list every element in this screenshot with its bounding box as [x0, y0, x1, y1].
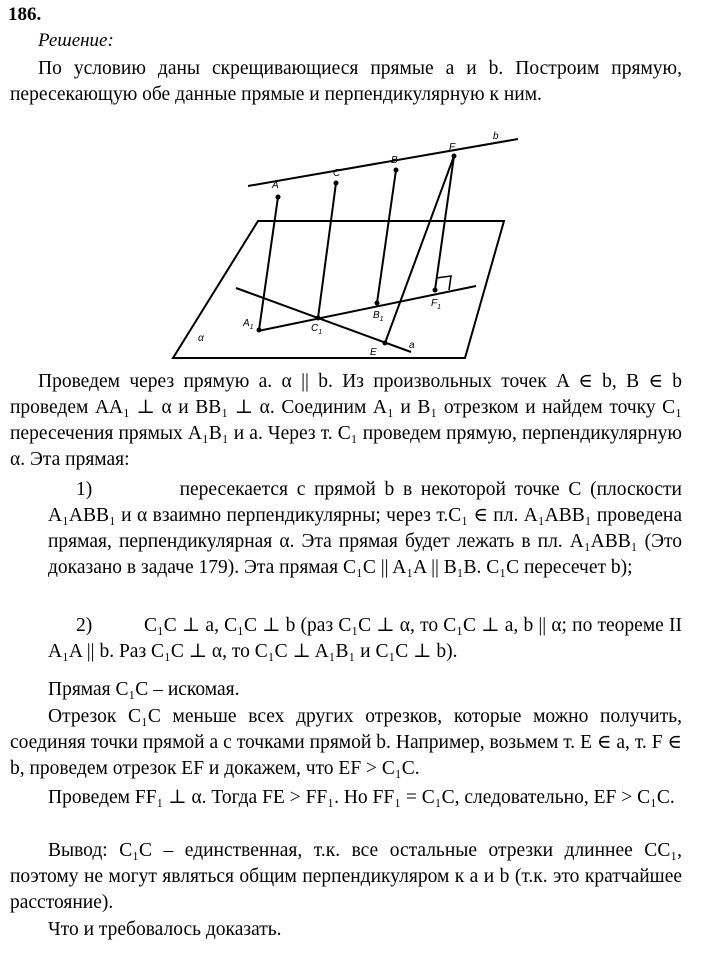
right-angle-mark [436, 276, 451, 290]
geometry-figure [168, 128, 538, 363]
paragraph-shortest: Отрезок C₁C меньше всех других отрезков, которые можно получить, соединяя точки прямой a с точками прямой b. Например, возьмем т. E ∈ a, т. F ∈ b, проведем отрезок EF и докажем, что EF > C₁C. [10, 706, 682, 779]
point-A [276, 195, 281, 200]
label-a: a [409, 340, 415, 351]
paragraph-comparison: Проведем FF₁ ⊥ α. Тогда FE > FF₁. Но FF₁ = C₁C, следовательно, EF > C₁C. [48, 787, 675, 808]
segment-ff1 [435, 156, 454, 290]
paragraph-item-2: 2) C₁C ⊥ a, C₁C ⊥ b (раз C₁C ⊥ α, то C₁C ⊥ a, b || α; по теореме II A₁A || b. Раз C₁C ⊥ α, то C₁C ⊥ A₁B₁ и C₁C ⊥ b). [48, 615, 686, 662]
point-B [394, 168, 399, 173]
solution-heading: Решение: [38, 30, 114, 51]
label-A: A [272, 180, 279, 191]
label-F: F [449, 142, 456, 153]
segment-bb1 [377, 170, 396, 303]
label-alpha: α [198, 333, 204, 344]
point-C1 [316, 316, 321, 321]
problem-number: 186. [8, 4, 42, 25]
label-E: E [370, 347, 377, 358]
point-C [334, 181, 339, 186]
point-F [452, 154, 457, 159]
paragraph-item-1: 1) пересекается с прямой b в некоторой точке C (плоскости A₁ABB₁ и α взаимно перпендикулярны; через т.C₁ ∈ пл. A₁ABB₁ проведена прямая, перпендикулярная α. Эта прямая будет лежать в пл. A₁ABB₁ (Это доказано в задаче 179). Эта прямая C₁C || A₁A || B₁B. C₁C пересечет b); [48, 479, 687, 578]
label-F1: $F_1$ [431, 298, 442, 311]
segment-ef [385, 156, 454, 343]
point-F1 [433, 288, 438, 293]
point-B1 [375, 301, 380, 306]
line-b [248, 139, 518, 186]
label-B: B [391, 155, 398, 166]
segment-cc1 [318, 183, 336, 318]
segment-aa1 [259, 197, 278, 330]
point-E [383, 341, 388, 346]
paragraph-construction: Проведем через прямую a. α || b. Из произвольных точек A ∈ b, B ∈ b проведем AA₁ ⊥ α и BB₁ ⊥ α. Соединим A₁ и B₁ отрезком и найдем точку C₁ пересечения прямых A₁B₁ и a. Через т. C₁ проведем прямую, перпендикулярную α. Эта прямая: [10, 371, 682, 470]
label-B1: $B_1$ [373, 310, 384, 323]
label-b: b [493, 131, 499, 142]
intro-paragraph: По условию даны скрещивающиеся прямые a и b. Построим прямую, пересекающую обе данные прямые и перпендикулярную к ним. [10, 58, 682, 105]
label-C: C [333, 168, 341, 179]
paragraph-result: Вывод: C₁C – единственная, т.к. все остальные отрезки длиннее CC₁, поэтому не могут являться общим перпендикуляром к a и b (т.к. это кратчайшее расстояние). [10, 840, 682, 913]
label-C1: $C_1$ [311, 323, 323, 336]
point-A1 [257, 328, 262, 333]
paragraph-conclusion-line: Прямая C₁C – искомая. [48, 679, 240, 700]
paragraph-qed: Что и требовалось доказать. [48, 919, 282, 940]
label-A1: $A_1$ [243, 318, 254, 331]
